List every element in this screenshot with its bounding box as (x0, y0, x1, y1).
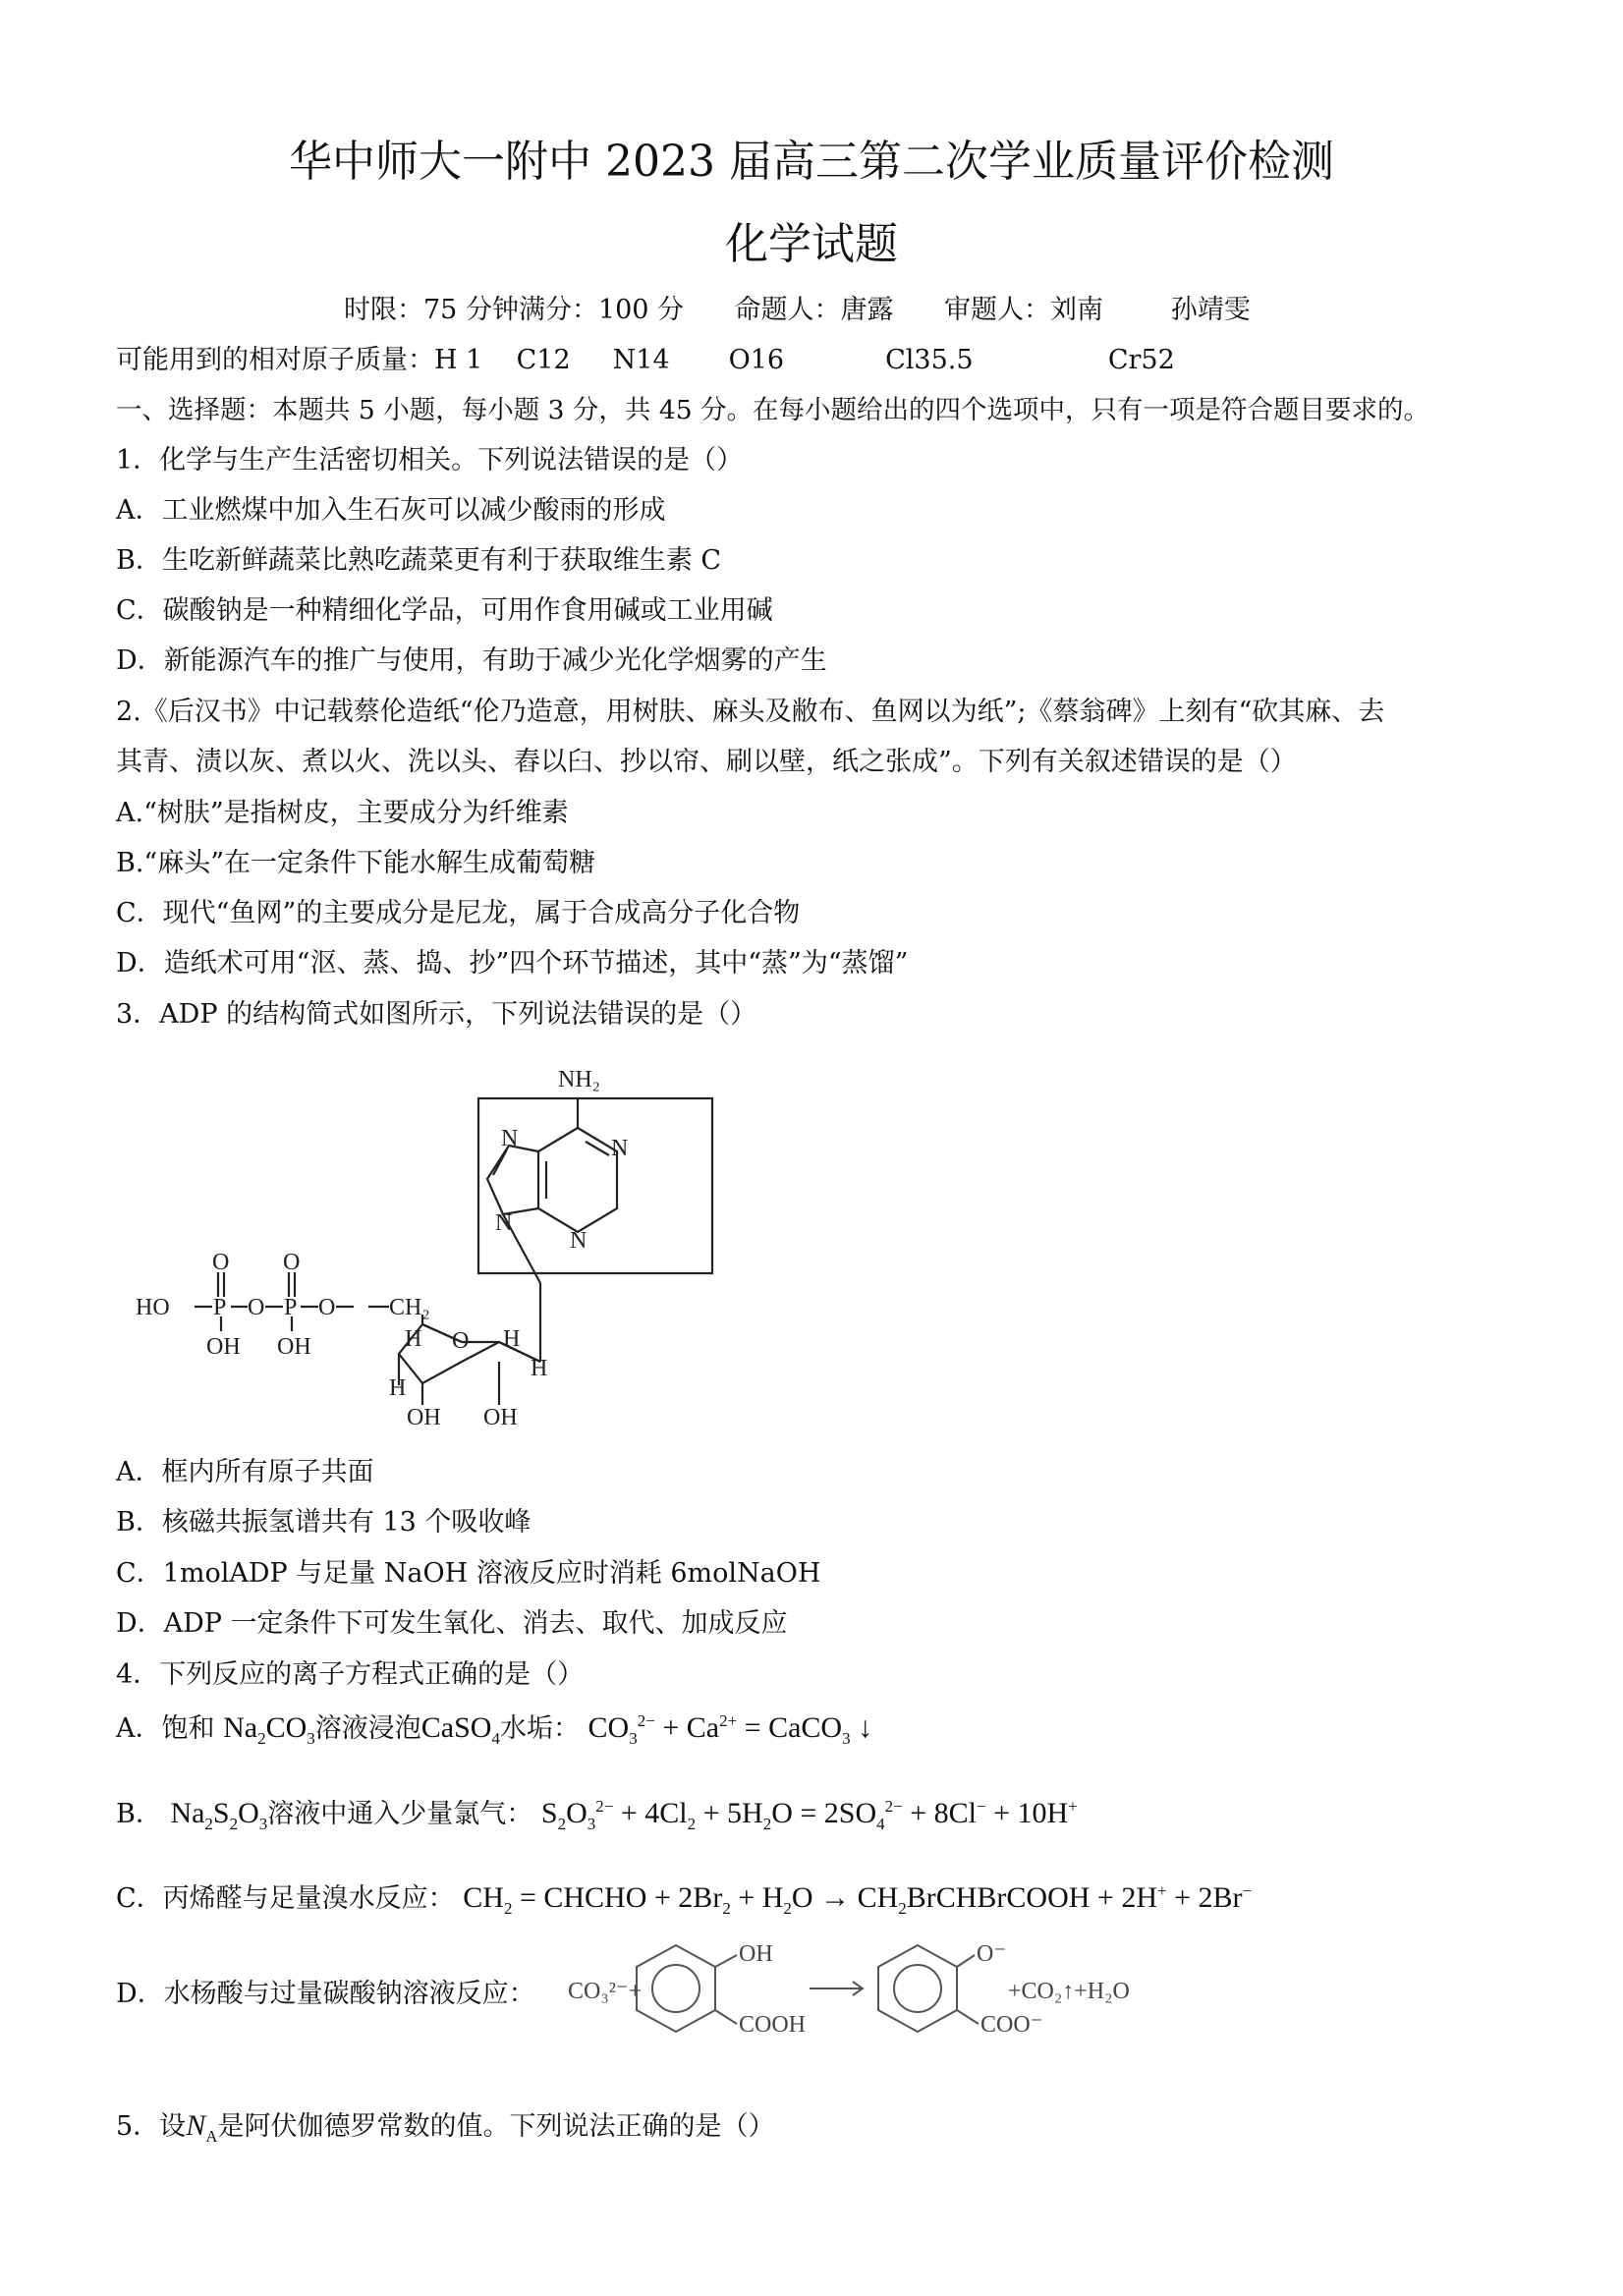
q4-a-na2co3: $Na_2CO_3$ (223, 1711, 315, 1748)
n-label-3: N (501, 1126, 519, 1151)
q4-stem: 4．下列反应的离子方程式正确的是（） (116, 1659, 585, 1690)
n-label-1: N (611, 1136, 629, 1161)
q4-b-label: B． (116, 1799, 162, 1829)
o-label-4: O (318, 1295, 336, 1320)
oh-label-2: OH (277, 1334, 311, 1360)
section-heading: 一、选择题：本题共 5 小题，每小题 3 分，共 45 分。在每小题给出的四个选项中，只有一项是符合题目要求的。 (116, 395, 1429, 425)
q2-stem-line2: 其青、渍以灰、煮以火、洗以头、舂以臼、抄以帘、刷以壁，纸之张成”。下列有关叙述错误的是（） (116, 747, 1297, 777)
q4-option-c (116, 1876, 1252, 1919)
q4-option-a (116, 1707, 872, 1749)
q2-option-b: B.“麻头”在一定条件下能水解生成葡萄糖 (116, 848, 596, 878)
q3-stem: 3．ADP 的结构简式如图所示，下列说法错误的是（） (116, 999, 757, 1030)
q1-option-b: B．生吃新鲜蔬菜比熟吃蔬菜更有利于获取维生素 C (116, 545, 722, 576)
p-label-1: P (213, 1295, 227, 1320)
q4-b-text1: 溶液中通入少量氯气： (267, 1799, 533, 1829)
q4-b-na2s2o3: $Na_2S_2O_3$ (170, 1797, 268, 1833)
h-label-1: H (405, 1326, 422, 1352)
q1-option-d: D．新能源汽车的推广与使用，有助于减少光化学烟雾的产生 (116, 645, 827, 676)
exam-info: 时限：75 分钟满分：100 分 命题人：唐露 审题人：刘南 孙靖雯 (344, 295, 1251, 325)
o-label-1: O (212, 1250, 230, 1275)
d-oh-label: OH (739, 1941, 773, 1967)
nh2-label: NH₂ (558, 1067, 601, 1092)
q3-option-a: A．框内所有原子共面 (116, 1457, 374, 1487)
q5-na-symbol (186, 2109, 218, 2146)
exam-subtitle: 化学试题 (725, 219, 898, 269)
h-label-3: H (389, 1375, 407, 1401)
n-label-4: N (495, 1210, 513, 1236)
h-label-2: H (503, 1326, 521, 1352)
q2-stem-line1: 2.《后汉书》中记载蔡伦造纸“伦乃造意，用树肤、麻头及敝布、鱼网以为纸”;《蔡翁碑》上刻有“砍其麻、去 (116, 697, 1385, 727)
q4-a-text2: 水垢： (499, 1713, 580, 1744)
q5-na-sub: A (205, 2127, 218, 2146)
o-label-3: O (248, 1295, 265, 1320)
d-cooh-label: COOH (739, 2012, 807, 2038)
q1-stem: 1．化学与生产生活密切相关。下列说法错误的是（） (116, 445, 744, 476)
q2-option-c: C．现代“鱼网”的主要成分是尼龙，属于合成高分子化合物 (116, 898, 801, 928)
q5-na-letter: N (186, 2109, 206, 2142)
adp-structure-figure (128, 1051, 737, 1425)
d-tail-label: +CO₂↑+H₂O (1008, 1979, 1130, 2004)
exam-title: 华中师大一附中 2023 届高三第二次学业质量评价检测 (289, 137, 1334, 187)
q5-stem-pre: 5．设 (116, 2111, 187, 2142)
d-co3-label: CO₃²⁻+ (568, 1979, 643, 2004)
q4-b-equation: $S_2O_3^{2-} + 4Cl_2 + 5H_2O = 2SO_4^{2-} + 8Cl^- + 10H^+$ (540, 1797, 1078, 1833)
oh-label-4: OH (483, 1405, 518, 1425)
q4-option-b (116, 1792, 1078, 1834)
ho-label: HO (136, 1295, 170, 1320)
atomic-mass-line: 可能用到的相对原子质量：H 1 C12 N14 O16 Cl35.5 Cr52 (116, 345, 1175, 375)
oh-label-3: OH (407, 1405, 441, 1425)
q3-option-c: C．1molADP 与足量 NaOH 溶液反应时消耗 6molNaOH (116, 1558, 821, 1589)
o-ring-label: O (452, 1328, 470, 1354)
q4-option-d-label: D．水杨酸与过量碳酸钠溶液反应： (116, 1979, 535, 2009)
q2-option-a: A.“树肤”是指树皮，主要成分为纤维素 (116, 798, 569, 828)
d-o-minus-label: O⁻ (977, 1941, 1006, 1967)
o-label-2: O (283, 1250, 301, 1275)
q4-c-label: C．丙烯醛与足量溴水反应： (116, 1883, 455, 1914)
n-label-2: N (570, 1228, 588, 1254)
q4-c-equation: $CH_2$ = CHCHO + $2Br_2 + H_2O$ → $CH_2BrCHBrCOOH + 2H^+ + 2Br^-$ (463, 1881, 1253, 1918)
q1-option-c: C．碳酸钠是一种精细化学品，可用作食用碱或工业用碱 (116, 595, 773, 626)
q4-a-text1: 溶液浸泡 (314, 1713, 421, 1744)
oh-label-1: OH (206, 1334, 241, 1360)
ch2-label: CH₂ (389, 1295, 430, 1320)
adenine-box (478, 1098, 712, 1273)
h-label-4: H (531, 1356, 548, 1381)
d-coo-minus-label: COO⁻ (980, 2012, 1043, 2038)
q4-a-caso4: CaSO$_4$ (420, 1711, 500, 1748)
q4-a-label: A．饱和 (116, 1713, 215, 1744)
q1-option-a: A．工业燃煤中加入生石灰可以减少酸雨的形成 (116, 495, 666, 526)
q3-option-d: D．ADP 一定条件下可发生氧化、消去、取代、加成反应 (116, 1608, 788, 1639)
q5-stem (116, 2104, 774, 2147)
salicylic-reaction-figure (568, 1926, 1197, 2053)
q3-option-b: B．核磁共振氢谱共有 13 个吸收峰 (116, 1507, 532, 1538)
q2-option-d: D．造纸术可用“沤、蒸、捣、抄”四个环节描述，其中“蒸”为“蒸馏” (116, 948, 909, 979)
q5-stem-post: 是阿伏伽德罗常数的值。下列说法正确的是（） (217, 2111, 775, 2142)
p-label-2: P (284, 1295, 298, 1320)
q4-a-equation: $CO_3^{2-} + Ca^{2+}$ = CaCO$_3$ ↓ (588, 1711, 873, 1748)
